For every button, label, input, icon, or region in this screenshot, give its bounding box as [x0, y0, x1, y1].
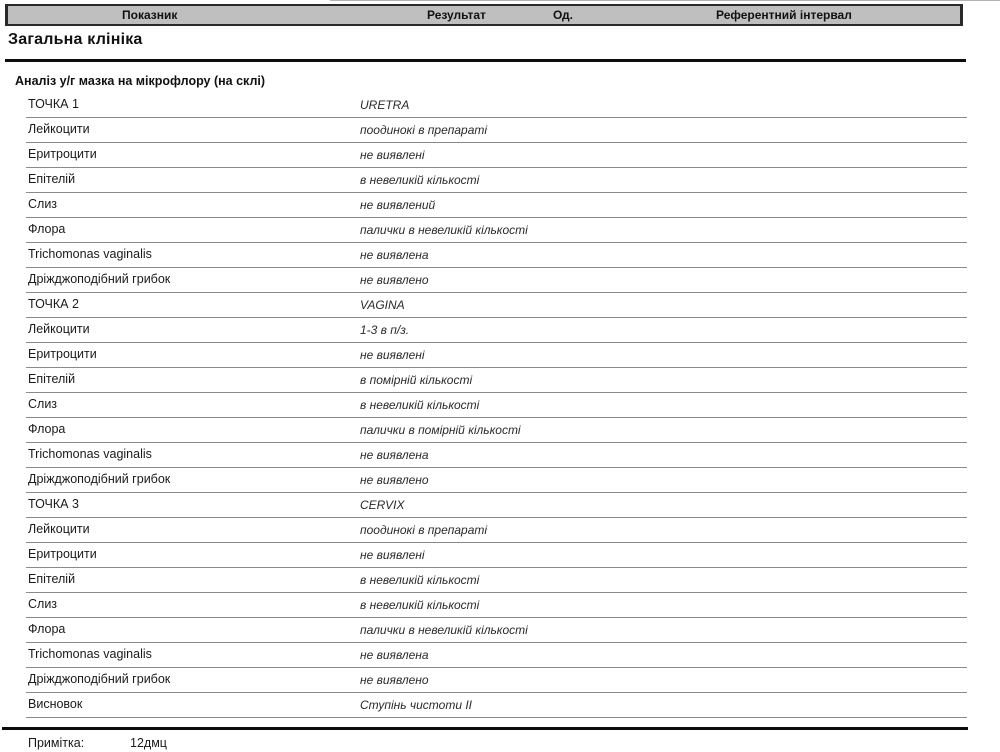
row-indicator: Епітелій [28, 572, 76, 586]
row-indicator: Слиз [28, 597, 58, 611]
row-indicator: Еритроцити [28, 347, 97, 361]
table-row [0, 693, 1000, 718]
table-row [0, 168, 1000, 193]
row-indicator: Лейкоцити [28, 322, 90, 336]
row-indicator: Дріжджоподібний грибок [28, 272, 171, 286]
row-indicator: Епітелій [28, 372, 76, 386]
table-row [0, 343, 1000, 368]
row-result: в невеликій кількості [360, 598, 480, 612]
row-indicator: Флора [28, 422, 66, 436]
table-row [0, 218, 1000, 243]
table-row [0, 468, 1000, 493]
row-result: не виявлені [360, 148, 425, 162]
row-result: не виявлений [360, 198, 436, 212]
table-row [0, 93, 1000, 118]
row-indicator: ТОЧКА 2 [28, 297, 79, 311]
row-result: не виявлена [360, 448, 429, 462]
row-result: CERVIX [360, 498, 405, 512]
row-result: палички в невеликій кількості [360, 223, 528, 237]
table-row [0, 518, 1000, 543]
row-result: 1-3 в п/з. [360, 323, 410, 337]
note-label: Примітка: [28, 736, 85, 750]
column-header-result: Результат [427, 8, 486, 22]
row-indicator: Висновок [28, 697, 83, 711]
table-row [0, 568, 1000, 593]
row-result: поодинокі в препараті [360, 123, 488, 137]
row-indicator: Trichomonas vaginalis [28, 447, 152, 461]
table-row [0, 368, 1000, 393]
note-value: 12дмц [130, 736, 167, 750]
row-result: не виявлено [360, 673, 429, 687]
column-header-unit: Од. [553, 8, 573, 22]
row-indicator: Дріжджоподібний грибок [28, 472, 171, 486]
row-result: палички в невеликій кількості [360, 623, 528, 637]
row-indicator: Флора [28, 622, 66, 636]
test-name: Аналіз у/г мазка на мікрофлору (на склі) [15, 74, 266, 88]
page-top-divider [330, 0, 1000, 1]
table-row [0, 243, 1000, 268]
table-row [0, 193, 1000, 218]
section-title: Загальна клініка [8, 31, 143, 48]
row-result: VAGINA [360, 298, 405, 312]
row-result: не виявлені [360, 348, 425, 362]
table-row [0, 668, 1000, 693]
table-bottom-divider [2, 727, 968, 730]
results-table-body [0, 93, 1000, 718]
table-row [0, 143, 1000, 168]
table-row [0, 393, 1000, 418]
row-indicator: Епітелій [28, 172, 76, 186]
row-indicator: Еритроцити [28, 547, 97, 561]
row-result: поодинокі в препараті [360, 523, 488, 537]
table-row [0, 293, 1000, 318]
row-indicator: ТОЧКА 3 [28, 497, 79, 511]
row-result: не виявлено [360, 473, 429, 487]
row-result: URETRA [360, 98, 410, 112]
row-result: не виявлена [360, 648, 429, 662]
section-divider [5, 59, 966, 62]
table-row [0, 443, 1000, 468]
row-indicator: Флора [28, 222, 66, 236]
row-indicator: Лейкоцити [28, 122, 90, 136]
row-indicator: Слиз [28, 397, 58, 411]
table-row [0, 643, 1000, 668]
table-row [0, 318, 1000, 343]
row-indicator: Trichomonas vaginalis [28, 247, 152, 261]
table-row [0, 493, 1000, 518]
row-divider [26, 717, 967, 718]
column-header-reference: Референтний інтервал [716, 8, 852, 22]
row-indicator: Слиз [28, 197, 58, 211]
row-result: в помірній кількості [360, 373, 473, 387]
table-row [0, 268, 1000, 293]
row-result: не виявлена [360, 248, 429, 262]
row-result: Ступінь чистоти II [360, 698, 473, 712]
column-header-indicator: Показник [122, 8, 178, 22]
table-row [0, 543, 1000, 568]
row-indicator: Лейкоцити [28, 522, 90, 536]
row-result: не виявлено [360, 273, 429, 287]
row-indicator: Trichomonas vaginalis [28, 647, 152, 661]
row-indicator: Дріжджоподібний грибок [28, 672, 171, 686]
row-result: в невеликій кількості [360, 573, 480, 587]
row-result: в невеликій кількості [360, 173, 480, 187]
table-row [0, 593, 1000, 618]
table-row [0, 118, 1000, 143]
row-indicator: Еритроцити [28, 147, 97, 161]
row-result: не виявлені [360, 548, 425, 562]
row-indicator: ТОЧКА 1 [28, 97, 79, 111]
row-result: в невеликій кількості [360, 398, 480, 412]
table-row [0, 618, 1000, 643]
table-row [0, 418, 1000, 443]
row-result: палички в помірній кількості [360, 423, 521, 437]
table-header [5, 4, 963, 26]
